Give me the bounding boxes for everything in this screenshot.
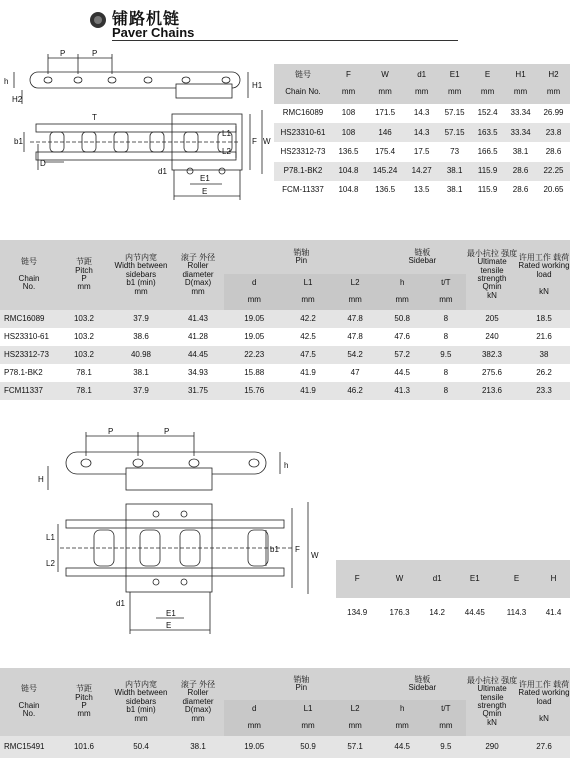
t1-h-w: W mm bbox=[378, 70, 392, 97]
t3-h-f: F bbox=[354, 573, 360, 583]
table-3 bbox=[336, 560, 570, 628]
dim2-e: E bbox=[166, 621, 172, 630]
dim-p1: P bbox=[60, 49, 66, 58]
t4-h-sidebar: 链板 Sidebar bbox=[408, 674, 437, 692]
t3-h-h: H bbox=[550, 573, 557, 583]
table-row: HS23310-61 108 146 14.3 57.15 163.5 33.34 23.8 bbox=[274, 123, 570, 142]
t3-h-e1: E1 bbox=[469, 573, 480, 583]
t2-h-l1: L1 mm bbox=[301, 278, 315, 305]
dim-h1: H1 bbox=[252, 81, 263, 90]
table-1 bbox=[274, 64, 570, 200]
dim2-l1: L1 bbox=[46, 533, 55, 542]
table-4 bbox=[0, 668, 570, 758]
table-row: FCM11337 78.1 37.9 31.75 15.76 41.9 46.2 41.3 8 213.6 23.3 bbox=[0, 382, 570, 400]
dim-f: F bbox=[252, 137, 257, 146]
t1-h-chain: 链号 Chain No. bbox=[285, 70, 321, 97]
t4-h-roller: 滚子 外径 Roller diameter D(max) mm bbox=[180, 680, 216, 723]
t4-h-width: 内节内宽 Width between sidebars b1 (min) mm bbox=[114, 680, 168, 723]
dim2-f: F bbox=[295, 545, 300, 554]
dim2-h: H bbox=[38, 475, 44, 484]
t2-h-l2: L2 mm bbox=[348, 278, 362, 305]
dim-h: h bbox=[4, 77, 9, 86]
dim2-hh: h bbox=[284, 461, 289, 470]
table-row: RMC16089 108 171.5 14.3 57.15 152.4 33.34 26.99 bbox=[274, 104, 570, 123]
table-row: HS23312-73 136.5 175.4 17.5 73 166.5 38.1 28.6 bbox=[274, 142, 570, 161]
t2-h-pin: 销轴 Pin bbox=[293, 247, 310, 265]
dim2-e1: E1 bbox=[166, 609, 176, 618]
t2-h-chain: 链号 Chain No. bbox=[18, 257, 40, 292]
t4-h-pitch: 节距 Pitch P mm bbox=[75, 684, 93, 719]
table-row: 134.9 176.3 14.2 44.45 114.3 41.4 bbox=[336, 598, 570, 628]
dim-b1: b1 bbox=[14, 137, 23, 146]
dim2-d1: d1 bbox=[116, 599, 125, 608]
table-row: FCM-11337 104.8 136.5 13.5 38.1 115.9 28.6 20.65 bbox=[274, 181, 570, 200]
dim-h2: H2 bbox=[12, 95, 23, 104]
dim2-l2: L2 bbox=[46, 559, 55, 568]
t1-h-h1: H1 mm bbox=[513, 70, 528, 97]
t3-h-w: W bbox=[395, 573, 404, 583]
table-row: RMC15491 101.6 50.4 38.1 19.05 50.9 57.1 44.5 9.5 290 27.6 bbox=[0, 736, 570, 758]
table-row: HS23312-73 103.2 40.98 44.45 22.23 47.5 54.2 57.2 9.5 382.3 38 bbox=[0, 346, 570, 364]
table-row: RMC16089 103.2 37.9 41.43 19.05 42.2 47.8 50.8 8 205 18.5 bbox=[0, 310, 570, 328]
t1-h-e1: E1 mm bbox=[447, 70, 462, 97]
t2-h-pitch: 节距 Pitch P mm bbox=[75, 257, 93, 292]
t1-h-f: F mm bbox=[341, 70, 356, 97]
t3-h-d1: d1 bbox=[432, 573, 442, 583]
t4-h-l2: L2 mm bbox=[348, 704, 362, 731]
t4-h-t: t/T mm bbox=[439, 704, 453, 731]
paver-chain-drawing-1 bbox=[0, 44, 272, 220]
dim2-b1: b1 bbox=[270, 545, 279, 554]
t4-h-strength: 最小抗拉 强度 Ultimate tensile strength Qmin kN bbox=[466, 675, 518, 727]
t2-h-roller: 滚子 外径 Roller diameter D(max) mm bbox=[180, 253, 216, 296]
page-title-en: Paver Chains bbox=[112, 25, 195, 40]
dim-d1: d1 bbox=[158, 167, 167, 176]
dim-l1: L1 bbox=[222, 129, 231, 138]
t1-h-d1: d1 mm bbox=[415, 70, 429, 97]
t2-h-d: d mm bbox=[247, 278, 261, 305]
t2-h-strength: 最小抗拉 强度 Ultimate tensile strength Qmin kN bbox=[466, 248, 518, 300]
t1-h-e: E mm bbox=[480, 70, 495, 97]
t4-h-d: d mm bbox=[247, 704, 261, 731]
dim2-p1: P bbox=[108, 427, 114, 436]
page-title-cn: 铺路机链 bbox=[112, 11, 181, 28]
dim-d: D bbox=[40, 159, 46, 168]
table-2 bbox=[0, 240, 570, 400]
dim-p2: P bbox=[92, 49, 98, 58]
dim2-p2: P bbox=[164, 427, 170, 436]
dim-e: E bbox=[202, 187, 208, 196]
paver-chain-drawing-2 bbox=[30, 422, 330, 650]
dim-l2: L2 bbox=[222, 147, 231, 156]
t4-h-pin: 销轴 Pin bbox=[293, 674, 310, 692]
t1-h-h2: H2 mm bbox=[546, 70, 561, 97]
t2-h-h: h mm bbox=[395, 278, 409, 305]
t4-h-chain: 链号 Chain No. bbox=[18, 684, 40, 719]
t4-h-l1: L1 mm bbox=[301, 704, 315, 731]
t3-h-e: E bbox=[513, 573, 520, 583]
dim-w: W bbox=[263, 137, 271, 146]
table-row: P78.1-BK2 78.1 38.1 34.93 15.88 41.9 47 44.5 8 275.6 26.2 bbox=[0, 364, 570, 382]
table-row: P78.1-BK2 104.8 145.24 14.27 38.1 115.9 28.6 22.25 bbox=[274, 162, 570, 181]
t4-h-h: h mm bbox=[395, 704, 409, 731]
dim2-w: W bbox=[311, 551, 319, 560]
t2-h-width: 内节内宽 Width between sidebars b1 (min) mm bbox=[114, 253, 168, 296]
table-row: HS23310-61 103.2 38.6 41.28 19.05 42.5 47.8 47.6 8 240 21.6 bbox=[0, 328, 570, 346]
t2-h-t: t/T mm bbox=[439, 278, 453, 305]
dim-t: T bbox=[92, 113, 97, 122]
gear-icon bbox=[90, 12, 106, 28]
t2-h-sidebar: 链板 Sidebar bbox=[408, 247, 437, 265]
title-divider bbox=[112, 40, 458, 41]
t4-h-load: 许用工作 载荷 Rated working load kN bbox=[518, 680, 570, 723]
dim-e1: E1 bbox=[200, 174, 210, 183]
t2-h-load: 许用工作 载荷 Rated working load kN bbox=[518, 253, 570, 296]
